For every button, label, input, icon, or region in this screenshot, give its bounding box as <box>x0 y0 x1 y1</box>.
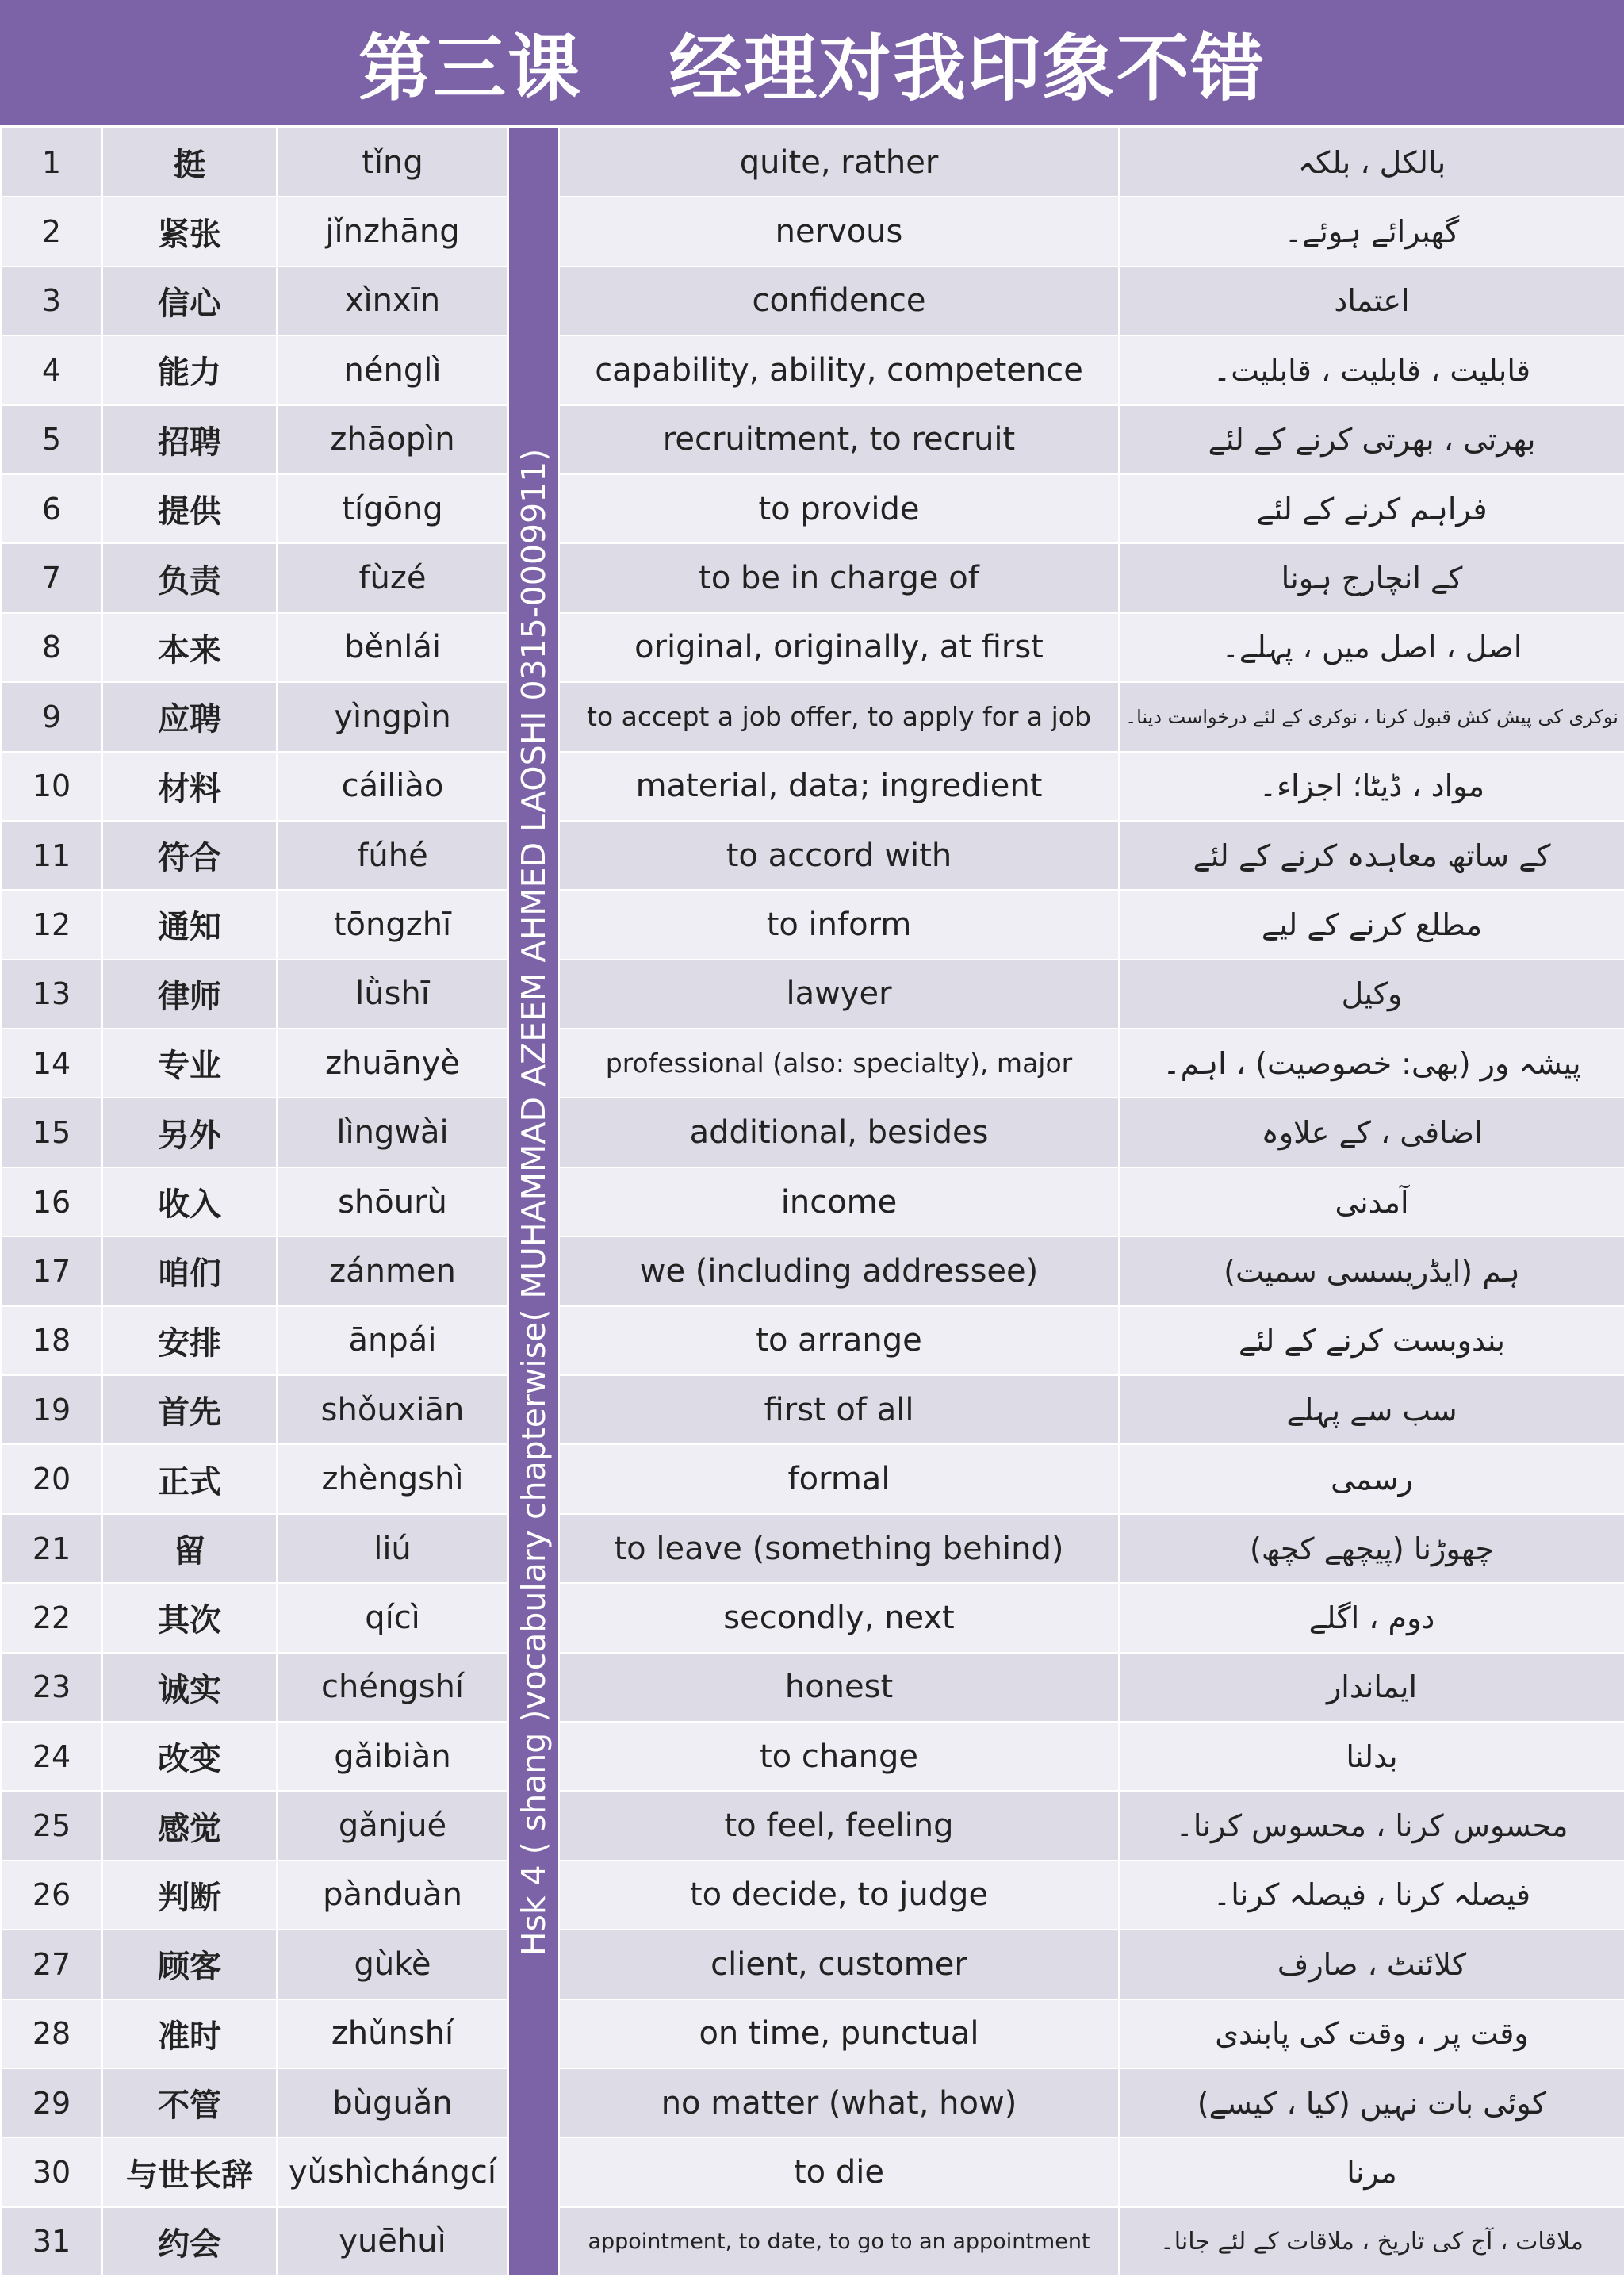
table-row <box>1 474 1624 543</box>
row-number: 8 <box>1 613 102 682</box>
table-row <box>1 960 1624 1029</box>
urdu-cell: فیصلہ کرنا ، فیصلہ کرنا۔ <box>1119 1861 1624 1930</box>
row-number: 4 <box>1 335 102 404</box>
row-number: 18 <box>1 1306 102 1375</box>
english-cell: formal <box>559 1444 1119 1513</box>
pinyin-cell: gùkè <box>277 1930 508 1999</box>
hanzi-cell: 与世长辞 <box>102 2137 277 2206</box>
urdu-cell: ہم (ایڈریسسی سمیت) <box>1119 1236 1624 1305</box>
pinyin-cell: fùzé <box>277 543 508 612</box>
urdu-cell: محسوس کرنا ، محسوس کرنا۔ <box>1119 1791 1624 1860</box>
english-cell: to die <box>559 2137 1119 2206</box>
table-row <box>1 1029 1624 1098</box>
hanzi-cell: 通知 <box>102 890 277 959</box>
table-row <box>1 1861 1624 1930</box>
english-cell: we (including addressee) <box>559 1236 1119 1305</box>
urdu-cell: نوکری کی پیش کش قبول کرنا ، نوکری کے لئے درخواست دینا۔ <box>1119 682 1624 751</box>
english-cell: original, originally, at first <box>559 613 1119 682</box>
urdu-cell: گھبرائے ہوئے۔ <box>1119 197 1624 266</box>
table-row <box>1 405 1624 474</box>
urdu-cell: وکیل <box>1119 960 1624 1029</box>
hanzi-cell: 收入 <box>102 1167 277 1236</box>
pinyin-cell: yìngpìn <box>277 682 508 751</box>
urdu-cell: فراہم کرنے کے لئے <box>1119 474 1624 543</box>
hanzi-cell: 留 <box>102 1514 277 1583</box>
row-number: 15 <box>1 1098 102 1167</box>
pinyin-cell: nénglì <box>277 335 508 404</box>
table-row <box>1 1999 1624 2068</box>
pinyin-cell: tōngzhī <box>277 890 508 959</box>
page-title <box>0 0 1624 125</box>
row-number: 27 <box>1 1930 102 1999</box>
urdu-cell: دوم ، اگلے <box>1119 1583 1624 1652</box>
pinyin-cell: chéngshí <box>277 1653 508 1722</box>
table-row <box>1 613 1624 682</box>
english-cell: lawyer <box>559 960 1119 1029</box>
english-cell: honest <box>559 1653 1119 1722</box>
hanzi-cell: 信心 <box>102 266 277 335</box>
english-cell: confidence <box>559 266 1119 335</box>
row-number: 30 <box>1 2137 102 2206</box>
pinyin-cell: zánmen <box>277 1236 508 1305</box>
hanzi-cell: 负责 <box>102 543 277 612</box>
table-row <box>1 1653 1624 1722</box>
english-cell: quite, rather <box>559 128 1119 197</box>
urdu-cell: مطلع کرنے کے لیے <box>1119 890 1624 959</box>
table-row <box>1 1375 1624 1444</box>
pinyin-cell: xìnxīn <box>277 266 508 335</box>
hanzi-cell: 本来 <box>102 613 277 682</box>
urdu-cell: آمدنی <box>1119 1167 1624 1236</box>
table-row <box>1 1167 1624 1236</box>
row-number: 19 <box>1 1375 102 1444</box>
english-cell: first of all <box>559 1375 1119 1444</box>
english-cell: to leave (something behind) <box>559 1514 1119 1583</box>
english-cell: client, customer <box>559 1930 1119 1999</box>
pinyin-cell: gǎibiàn <box>277 1722 508 1791</box>
side-label-band <box>508 128 559 2276</box>
pinyin-cell: cáiliào <box>277 752 508 821</box>
table-row <box>1 1098 1624 1167</box>
english-cell: to provide <box>559 474 1119 543</box>
pinyin-cell: liú <box>277 1514 508 1583</box>
hanzi-cell: 材料 <box>102 752 277 821</box>
hanzi-cell: 正式 <box>102 1444 277 1513</box>
pinyin-cell: pànduàn <box>277 1861 508 1930</box>
urdu-cell: کے ساتھ معاہدہ کرنے کے لئے <box>1119 821 1624 890</box>
row-number: 26 <box>1 1861 102 1930</box>
table-row <box>1 821 1624 890</box>
urdu-cell: پیشہ ور (بھی: خصوصیت) ، اہم۔ <box>1119 1029 1624 1098</box>
table-row <box>1 197 1624 266</box>
vocabulary-table <box>0 127 1624 2277</box>
row-number: 28 <box>1 1999 102 2068</box>
table-row <box>1 128 1624 197</box>
table-row <box>1 543 1624 612</box>
row-number: 24 <box>1 1722 102 1791</box>
hanzi-cell: 诚实 <box>102 1653 277 1722</box>
hanzi-cell: 律师 <box>102 960 277 1029</box>
urdu-cell: کوئی بات نہیں (کیا ، کیسے) <box>1119 2068 1624 2137</box>
pinyin-cell: tǐng <box>277 128 508 197</box>
urdu-cell: بدلنا <box>1119 1722 1624 1791</box>
hanzi-cell: 判断 <box>102 1861 277 1930</box>
hanzi-cell: 能力 <box>102 335 277 404</box>
row-number: 13 <box>1 960 102 1029</box>
table-row <box>1 2068 1624 2137</box>
english-cell: to arrange <box>559 1306 1119 1375</box>
row-number: 11 <box>1 821 102 890</box>
pinyin-cell: gǎnjué <box>277 1791 508 1860</box>
table-row <box>1 266 1624 335</box>
hanzi-cell: 咱们 <box>102 1236 277 1305</box>
urdu-cell: قابلیت ، قابلیت ، قابلیت۔ <box>1119 335 1624 404</box>
side-label: Hsk 4 ( shang )vocabulary chapterwise( MUHAMMAD AZEEM AHMED LAOSHI 0315-0009911) <box>515 448 553 1956</box>
row-number: 14 <box>1 1029 102 1098</box>
urdu-cell: وقت پر ، وقت کی پابندی <box>1119 1999 1624 2068</box>
english-cell: income <box>559 1167 1119 1236</box>
hanzi-cell: 挺 <box>102 128 277 197</box>
table-row <box>1 1444 1624 1513</box>
row-number: 10 <box>1 752 102 821</box>
urdu-cell: بالکل ، بلکہ <box>1119 128 1624 197</box>
english-cell: to accord with <box>559 821 1119 890</box>
lesson-number: 第三课 <box>358 26 582 111</box>
urdu-cell: اصل ، اصل میں ، پہلے۔ <box>1119 613 1624 682</box>
urdu-cell: رسمی <box>1119 1444 1624 1513</box>
table-row <box>1 2137 1624 2206</box>
hanzi-cell: 改变 <box>102 1722 277 1791</box>
english-cell: additional, besides <box>559 1098 1119 1167</box>
pinyin-cell: běnlái <box>277 613 508 682</box>
pinyin-cell: shōurù <box>277 1167 508 1236</box>
table-row <box>1 1514 1624 1583</box>
row-number: 29 <box>1 2068 102 2137</box>
urdu-cell: چھوڑنا (پیچھے کچھ) <box>1119 1514 1624 1583</box>
hanzi-cell: 招聘 <box>102 405 277 474</box>
row-number: 7 <box>1 543 102 612</box>
hanzi-cell: 符合 <box>102 821 277 890</box>
row-number: 31 <box>1 2207 102 2276</box>
pinyin-cell: zhèngshì <box>277 1444 508 1513</box>
english-cell: recruitment, to recruit <box>559 405 1119 474</box>
table-row <box>1 1306 1624 1375</box>
hanzi-cell: 顾客 <box>102 1930 277 1999</box>
english-cell: to feel, feeling <box>559 1791 1119 1860</box>
table-row <box>1 890 1624 959</box>
urdu-cell: بھرتی ، بھرتی کرنے کے لئے <box>1119 405 1624 474</box>
urdu-cell: بندوبست کرنے کے لئے <box>1119 1306 1624 1375</box>
english-cell: no matter (what, how) <box>559 2068 1119 2137</box>
hanzi-cell: 首先 <box>102 1375 277 1444</box>
english-cell: on time, punctual <box>559 1999 1119 2068</box>
pinyin-cell: zhǔnshí <box>277 1999 508 2068</box>
english-cell: material, data; ingredient <box>559 752 1119 821</box>
pinyin-cell: qícì <box>277 1583 508 1652</box>
lesson-title: 经理对我印象不错 <box>669 26 1266 111</box>
row-number: 16 <box>1 1167 102 1236</box>
hanzi-cell: 专业 <box>102 1029 277 1098</box>
row-number: 6 <box>1 474 102 543</box>
hanzi-cell: 另外 <box>102 1098 277 1167</box>
pinyin-cell: bùguǎn <box>277 2068 508 2137</box>
pinyin-cell: jǐnzhāng <box>277 197 508 266</box>
row-number: 12 <box>1 890 102 959</box>
pinyin-cell: yǔshìchángcí <box>277 2137 508 2206</box>
pinyin-cell: shǒuxiān <box>277 1375 508 1444</box>
row-number: 21 <box>1 1514 102 1583</box>
english-cell: to be in charge of <box>559 543 1119 612</box>
urdu-cell: سب سے پہلے <box>1119 1375 1624 1444</box>
urdu-cell: ایماندار <box>1119 1653 1624 1722</box>
row-number: 22 <box>1 1583 102 1652</box>
row-number: 3 <box>1 266 102 335</box>
urdu-cell: ملاقات ، آج کی تاریخ ، ملاقات کے لئے جانا۔ <box>1119 2207 1624 2276</box>
english-cell: capability, ability, competence <box>559 335 1119 404</box>
row-number: 25 <box>1 1791 102 1860</box>
english-cell: to decide, to judge <box>559 1861 1119 1930</box>
pinyin-cell: ānpái <box>277 1306 508 1375</box>
pinyin-cell: fúhé <box>277 821 508 890</box>
english-cell: professional (also: specialty), major <box>559 1029 1119 1098</box>
english-cell: to inform <box>559 890 1119 959</box>
english-cell: to accept a job offer, to apply for a job <box>559 682 1119 751</box>
english-cell: nervous <box>559 197 1119 266</box>
hanzi-cell: 不管 <box>102 2068 277 2137</box>
table-row <box>1 2207 1624 2276</box>
table-row <box>1 1722 1624 1791</box>
table-row <box>1 1236 1624 1305</box>
hanzi-cell: 安排 <box>102 1306 277 1375</box>
hanzi-cell: 约会 <box>102 2207 277 2276</box>
hanzi-cell: 其次 <box>102 1583 277 1652</box>
row-number: 1 <box>1 128 102 197</box>
pinyin-cell: lìngwài <box>277 1098 508 1167</box>
row-number: 2 <box>1 197 102 266</box>
hanzi-cell: 紧张 <box>102 197 277 266</box>
english-cell: to change <box>559 1722 1119 1791</box>
urdu-cell: مواد ، ڈیٹا؛ اجزاء۔ <box>1119 752 1624 821</box>
hanzi-cell: 准时 <box>102 1999 277 2068</box>
row-number: 9 <box>1 682 102 751</box>
row-number: 23 <box>1 1653 102 1722</box>
urdu-cell: مرنا <box>1119 2137 1624 2206</box>
english-cell: appointment, to date, to go to an appointment <box>559 2207 1119 2276</box>
pinyin-cell: lǜshī <box>277 960 508 1029</box>
urdu-cell: کلائنٹ ، صارف <box>1119 1930 1624 1999</box>
hanzi-cell: 感觉 <box>102 1791 277 1860</box>
table-row <box>1 682 1624 751</box>
table-row <box>1 1930 1624 1999</box>
pinyin-cell: zhuānyè <box>277 1029 508 1098</box>
hanzi-cell: 应聘 <box>102 682 277 751</box>
table-row <box>1 1583 1624 1652</box>
row-number: 5 <box>1 405 102 474</box>
table-row <box>1 752 1624 821</box>
pinyin-cell: tígōng <box>277 474 508 543</box>
pinyin-cell: yuēhuì <box>277 2207 508 2276</box>
english-cell: secondly, next <box>559 1583 1119 1652</box>
pinyin-cell: zhāopìn <box>277 405 508 474</box>
table-row <box>1 1791 1624 1860</box>
table-row <box>1 335 1624 404</box>
hanzi-cell: 提供 <box>102 474 277 543</box>
urdu-cell: اضافی ، کے علاوہ <box>1119 1098 1624 1167</box>
urdu-cell: کے انچارج ہونا <box>1119 543 1624 612</box>
urdu-cell: اعتماد <box>1119 266 1624 335</box>
row-number: 20 <box>1 1444 102 1513</box>
row-number: 17 <box>1 1236 102 1305</box>
